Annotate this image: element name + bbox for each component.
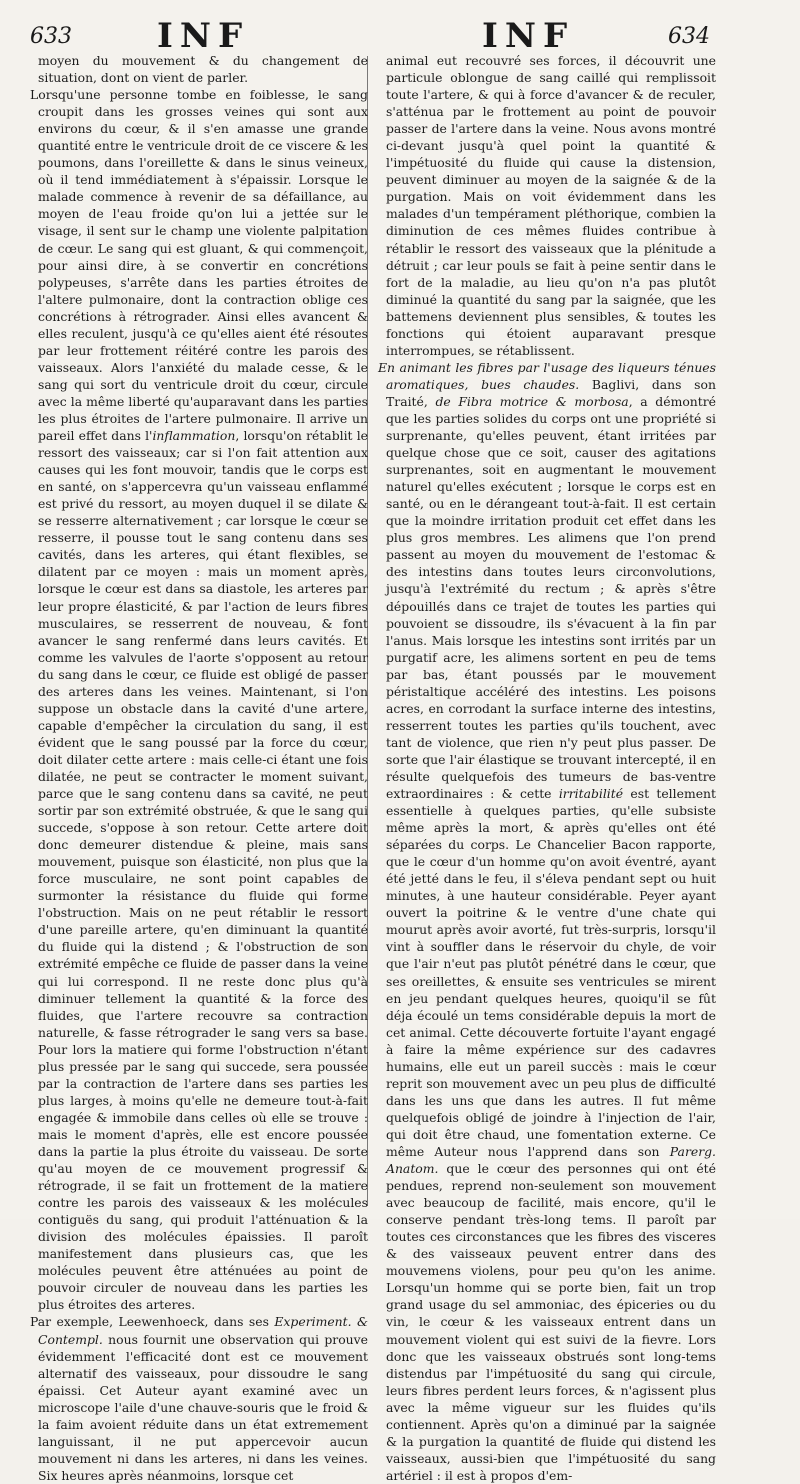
right-running-head: INF	[482, 16, 575, 56]
page-header	[0, 14, 800, 54]
italic-title: Experiment. & Contempl.	[38, 1314, 368, 1347]
paragraph	[378, 52, 716, 359]
paragraph-text: Lorsqu'une personne tombe en foiblesse, le sang croupit dans les grosses veines qui sont aux environs du cœur, & il s'en amasse une grande quantité entre le ventricule droit de ce viscere & les poumons, dans l'oreillette & dans le sinus veineux, où il tend immédiatement à s'épaissir. Lorsque le malade commence à revenir de sa défaillance, au moyen de l'eau froide qu'on lui a jettée sur le visage, il sent sur le champ une violente palpitation de cœur. Le sang qui est gluant, & qui commençoit, pour ainsi dire, à se convertir en concrétions polypeuses, s'arrête dans les parties étroites de l'altere pulmonaire, dont la contraction oblige ces concrétions à rétrograder. Ainsi elles avancent & elles reculent, jusqu'à ce qu'elles aient été résoutes par leur frottement réitéré contre les parois des vaisseaux. Alors l'anxiété du malade cesse, & le sang qui sort du ventricule droit du cœur, circule avec la même liberté qu'auparavant dans les parties les plus étroites de l'artere pulmonaire. Il arrive un pareil effet dans l'	[30, 87, 368, 444]
paragraph-text: moyen du mouvement & du changement de situation, dont on vient de parler.	[38, 53, 368, 86]
paragraph	[30, 1313, 368, 1483]
paragraph-text: , a démontré que les parties solides du corps ont une propriété si surprenante, qu'elles peuvent, étant irritées par quelque chose que ce soit, causer des agitations surprenantes, soit en augmentant le mouvement naturel qu'elles exécutent ; lorsque le corps est en santé, ou en le dérangeant tout-à-fait. Il est certain que la moindre irritation produit cet effet dans les plus gros membres. Les alimens que l'on prend passent au moyen du mouvement de l'estomac & des intestins dans toutes leurs circonvolutions, jusqu'à l'extrémité du rectum ; & après s'être dépouillés dans ce trajet de toutes les parties qui pouvoient se dissoudre, ils s'évacuent à la fin par l'anus. Mais lorsque les intestins sont irrités par un purgatif acre, les alimens sortent en peu de tems par bas, étant poussés par le mouvement péristaltique accéléré des intestins. Les poisons acres, en corrodant la surface interne des intestins, resserrent toutes les parties qu'ils touchent, avec tant de violence, que rien n'y peut plus passer. De sorte que l'air élastique se trouvant intercepté, il en résulte quelquefois des tumeurs de bas-ventre extraordinaires : & cette	[386, 393, 716, 802]
left-running-head: INF	[157, 16, 250, 56]
paragraph	[30, 52, 368, 86]
right-page-number: 634	[668, 24, 710, 49]
italic-term: irritabilité	[558, 786, 624, 802]
paragraph-text: animal eut recouvré ses forces, il découvrit une particule oblongue de sang caillé qui remplissoit toute l'artere, & qui à force d'avancer & de reculer, s'atténua par le frottement au point de pouvoir passer de l'artere dans la veine. Nous avons montré ci-devant jusqu'à quel point la quantité & l'impétuosité du fluide qui cause la distension, peuvent diminuer au moyen de la saignée & de la purgation. Mais on voit évidemment dans les malades d'un tempérament pléthorique, combien la diminution de ces mêmes fluides contribue à rétablir le ressort des vaisseaux que la plénitude a détruit ; car leur pouls se fait à peine sentir dans le fort de la maladie, au lieu qu'on n'a pas plutôt diminué la quantité du sang par la saignée, que les battemens deviennent plus sensibles, & toutes les fonctions qui étoient auparavant presque interrompues, se rétablissent.	[386, 53, 716, 358]
italic-title: de Fibra motrice & morbosa	[435, 393, 629, 409]
paragraph-text: , lorsqu'on rétablit le ressort des vaisseaux; car si l'on fait attention aux causes qui les font mouvoir, tandis que le corps est en santé, on s'appercevra qu'un vaisseau enflammé est privé du ressort, au moyen duquel il se dilate & se resserre alternativement ; car lorsque le cœur se resserre, il pousse tout le sang contenu dans ses cavités, dans les arteres, qui étant flexibles, se dilatent par ce moyen : mais un moment après, lorsque le cœur est dans sa diastole, les arteres par leur propre élasticité, & par l'action de leurs fibres musculaires, se resserrent de nouveau, & font avancer le sang renfermé dans leurs cavités. Et comme les valvules de l'aorte s'opposent au retour du sang dans le cœur, ce fluide est obligé de passer des arteres dans les veines. Maintenant, si l'on suppose un obstacle dans la cavité d'une artere, capable d'empêcher la circulation du sang, il est évident que le sang poussé par la force du cœur, doit dilater cette artere : mais celle-ci étant une fois dilatée, ne peut se contracter le moment suivant, parce que le sang contenu dans sa cavité, ne peut sortir par son extrémité obstruée, & que le sang qui succede, s'oppose à son retour. Cette artere doit donc demeurer distendue & pleine, mais sans mouvement, puisque son élasticité, non plus que la force musculaire, ne sont point capables de surmonter la résistance du fluide qui forme l'obstruction. Mais on ne peut rétablir le ressort d'une pareille artere, qu'en diminuant la quantité du fluide qui la distend ; & l'obstruction de son extrémité empêche ce fluide de passer dans la veine qui lui correspond. Il ne reste donc plus qu'à diminuer tellement la quantité & la force des fluides, que l'artere recouvre sa contraction naturelle, & fasse rétrograder le sang vers sa base. Pour lors la matiere qui forme l'obstruction n'étant plus pressée par le sang qui succede, sera poussée par la contraction de l'artere dans ses parties les plus larges, à moins qu'elle ne demeure tout-à-fait engagée & immobile dans celles où elle se trouve : mais le moment d'après, elle est encore poussée dans la partie la plus étroite du vaisseau. De sorte qu'au moyen de ce mouvement progressif & rétrograde, il se fait un frottement de la matiere contre les parois des vaisseaux & les molécules contiguës du sang, qui produit l'atténuation & la division des molécules épaissies. Il paroît manifestement dans plusieurs cas, que les molécules peuvent être atténuées au point de pouvoir circuler de nouveau dans les parties les plus étroites des arteres.	[38, 428, 368, 1313]
italic-term: inflammation	[152, 428, 236, 444]
left-page-number: 633	[30, 24, 72, 49]
italic-heading: En animant les fibres par l'usage des liqueurs ténues aromatiques, bues chaudes.	[378, 359, 716, 392]
paragraph	[378, 359, 716, 1484]
paragraph-text: que le cœur des personnes qui ont été pendues, reprend non-seulement son mouvement avec beaucoup de facilité, mais encore, qu'il le conserve pendant très-long tems. Il paroît par toutes ces circonstances que les fibres des visceres & des vaisseaux peuvent entrer dans des mouvemens violens, pour peu qu'on les anime. Lorsqu'un homme qui se porte bien, fait un trop grand usage du sel ammoniac, des épiceries ou du vin, le cœur & les vaisseaux entrent dans un mouvement violent qui est suivi de la fievre. Lors donc que les vaisseaux obstrués sont long-tems distendus par l'impétuosité du sang qui circule, leurs fibres perdent leurs forces, & n'agissent plus avec la même vigueur sur les fluides qu'ils contiennent. Après qu'on a diminué par la saignée & la purgation la quantité de fluide qui distend les vaisseaux, aussi-bien que l'impétuosité du sang artériel : il est à propos d'em-	[386, 1161, 716, 1483]
right-column	[378, 52, 716, 1484]
left-column	[30, 52, 368, 1484]
paragraph	[30, 86, 368, 1313]
italic-title: Parerg. Anatom.	[386, 1144, 716, 1177]
paragraph-text: est tellement essentielle à quelques parties, qu'elle subsiste même après la mort, & après qu'elles ont été séparées du corps. Le Chancelier Bacon rapporte, que le cœur d'un homme qu'on avoit éventré, ayant été jetté dans le feu, il s'éleva pendant sept ou huit minutes, à une hauteur considérable. Peyer ayant ouvert la poitrine & le ventre d'une chate qui mourut après avoir avorté, fut très-surpris, lorsqu'il vint à souffler dans le réservoir du chyle, de voir que l'air n'eut pas plutôt pénétré dans le cœur, que ses oreillettes, & ensuite ses ventricules se mirent en jeu pendant quelques heures, quoiqu'il se fût déja écoulé un tems considérable depuis la mort de cet animal. Cette découverte fortuite l'ayant engagé à faire la même expérience sur des cadavres humains, elle eut un pareil succès : mais le cœur reprit son mouvement avec un peu plus de difficulté dans les uns que dans les autres. Il fut même quelquefois obligé de joindre à l'injection de l'air, qui doit être chaud, une fomentation externe. Ce même Auteur nous l'apprend dans son	[386, 786, 716, 1159]
paragraph-text: Par exemple, Leewenhoeck, dans ses	[30, 1314, 275, 1330]
paragraph-text: nous fournit une observation qui prouve évidemment l'efficacité dont est ce mouvement alternatif des vaisseaux, pour dissoudre le sang épaissi. Cet Auteur ayant examiné avec un microscope l'aile d'une chauve-souris que le froid & la faim avoient réduite dans un état extremement languissant, il ne put appercevoir aucun mouvement ni dans les arteres, ni dans les veines. Six heures après néanmoins, lorsque cet	[38, 1331, 368, 1483]
paragraph-text: Baglivi, dans son Traité,	[386, 376, 716, 409]
